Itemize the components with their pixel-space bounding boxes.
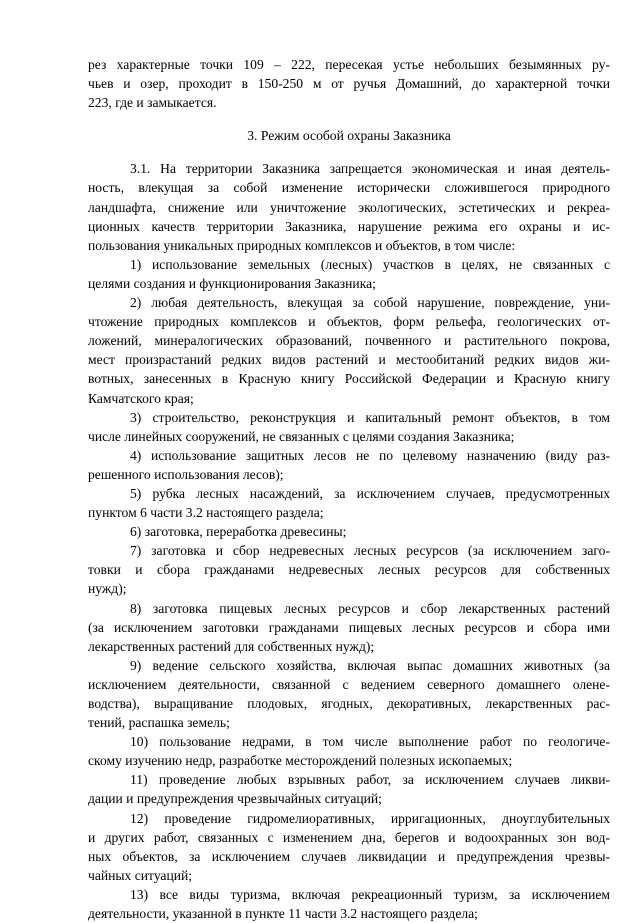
section-paragraphs [88, 159, 610, 923]
list-item [88, 446, 610, 484]
text-line: дации и предупреждения чрезвычайных ситуаций; [88, 791, 382, 807]
text-line: скому изучению недр, разработке месторождений полезных ископаемых; [88, 753, 513, 769]
list-item [88, 541, 610, 598]
text-line: Камчатского края; [88, 390, 194, 406]
text-line: нужд); [88, 581, 127, 597]
spacer [88, 112, 610, 126]
list-item [88, 885, 610, 923]
list-item [88, 656, 610, 732]
text-line: деятельности, указанной в пункте 11 части 3.2 настоящего раздела; [88, 906, 478, 922]
list-item [88, 408, 610, 446]
text-line: 3) строительство, реконструкция и капитальный ремонт объектов, в том [130, 409, 610, 425]
text-line: и других работ, связанных с изменением дна, берегов и водоохранных зон вод- [88, 829, 610, 845]
text-line: 10) пользование недрами, в том числе выполнение работ по геологиче- [130, 734, 610, 750]
text-line: чайных ситуаций; [88, 867, 193, 883]
text-line: ционных качеств территории Заказника, нарушение режима его охраны и ис- [88, 218, 610, 234]
spacer [88, 145, 610, 159]
list-item [88, 484, 610, 522]
text-line: 11) проведение любых взрывных работ, за исключением случаев ликви- [130, 772, 610, 788]
text-line: 9) ведение сельского хозяйства, включая выпас домашних животных (за [130, 657, 610, 673]
text-line: чьев и озер, проходит в 150-250 м от ручья Домашний, до характерной точки [88, 76, 610, 92]
text-line: вотных, занесенных в Красную книгу Российской Федерации и Красную книгу [88, 371, 610, 387]
text-line: 8) заготовка пищевых лесных ресурсов и сбор лекарственных растений [130, 600, 610, 616]
text-line: 223, где и замыкается. [88, 95, 217, 111]
text-line: ность, влекущая за собой изменение исторически сложившегося природного [88, 180, 610, 196]
text-line: пунктом 6 части 3.2 настоящего раздела; [88, 505, 324, 521]
text-line: решенного использования лесов); [88, 466, 284, 482]
list-item [88, 293, 610, 408]
text-line: 4) использование защитных лесов не по целевому назначению (виду раз- [130, 447, 610, 463]
text-line: числе линейных сооружений, не связанных с целями создания Заказника; [88, 428, 515, 444]
list-item [88, 255, 610, 293]
text-line: 5) рубка лесных насаждений, за исключением случаев, предусмотренных [130, 485, 610, 501]
list-item [88, 770, 610, 808]
text-line: 2) любая деятельность, влекущая за собой нарушение, повреждение, уни- [130, 295, 610, 311]
text-line: ных объектов, за исключением случаев ликвидации и предупреждения чрезвы- [88, 848, 610, 864]
text-line: 13) все виды туризма, включая рекреационный туризм, за исключением [130, 886, 610, 902]
text-line: мест произрастаний редких видов растений и местообитаний редких видов жи- [88, 352, 610, 368]
list-item [88, 732, 610, 770]
text-line: рез характерные точки 109 – 222, пересекая устье небольших безымянных ру- [88, 57, 610, 72]
text-line: (за исключением заготовки гражданами пищевых лесных ресурсов и сбора ими [88, 619, 610, 635]
text-line: 7) заготовка и сбор недревесных лесных ресурсов (за исключением заго- [130, 543, 610, 559]
list-item [88, 522, 610, 541]
document-body [88, 55, 610, 923]
clause-3-1 [88, 159, 610, 254]
intro-paragraph [88, 55, 610, 112]
text-line: чтожение природных комплексов и объектов, форм рельефа, геологических от- [88, 314, 610, 330]
text-line: товки и сбора гражданами недревесных лесных ресурсов для собственных [88, 562, 610, 578]
section-title: 3. Режим особой охраны Заказника [247, 128, 451, 144]
text-line: 6) заготовка, переработка древесины; [130, 524, 347, 540]
text-line: пользования уникальных природных комплексов и объектов, в том числе: [88, 237, 516, 253]
text-line: исключением деятельности, связанной с ведением северного домашнего олене- [88, 676, 610, 692]
text-line: 1) использование земельных (лесных) участков в целях, не связанных с [130, 256, 610, 272]
list-item [88, 809, 610, 885]
text-line: 3.1. На территории Заказника запрещается экономическая и иная деятель- [130, 161, 610, 177]
list-item [88, 599, 610, 656]
text-line: ландшафта, снижение или уничтожение экологических, эстетических и рекреа- [88, 199, 610, 215]
text-line: лекарственных растений для собственных нужд); [88, 638, 375, 654]
text-line: тений, распашка земель; [88, 715, 230, 731]
text-line: 12) проведение гидромелиоративных, ирригационных, дноуглубительных [130, 810, 610, 826]
text-line: водства), выращивание плодовых, ягодных, декоративных, лекарственных рас- [88, 696, 610, 711]
text-line: ложений, минералогических образований, почвенного и растительного покрова, [88, 333, 610, 349]
text-line: целями создания и функционирования Заказника; [88, 275, 376, 291]
